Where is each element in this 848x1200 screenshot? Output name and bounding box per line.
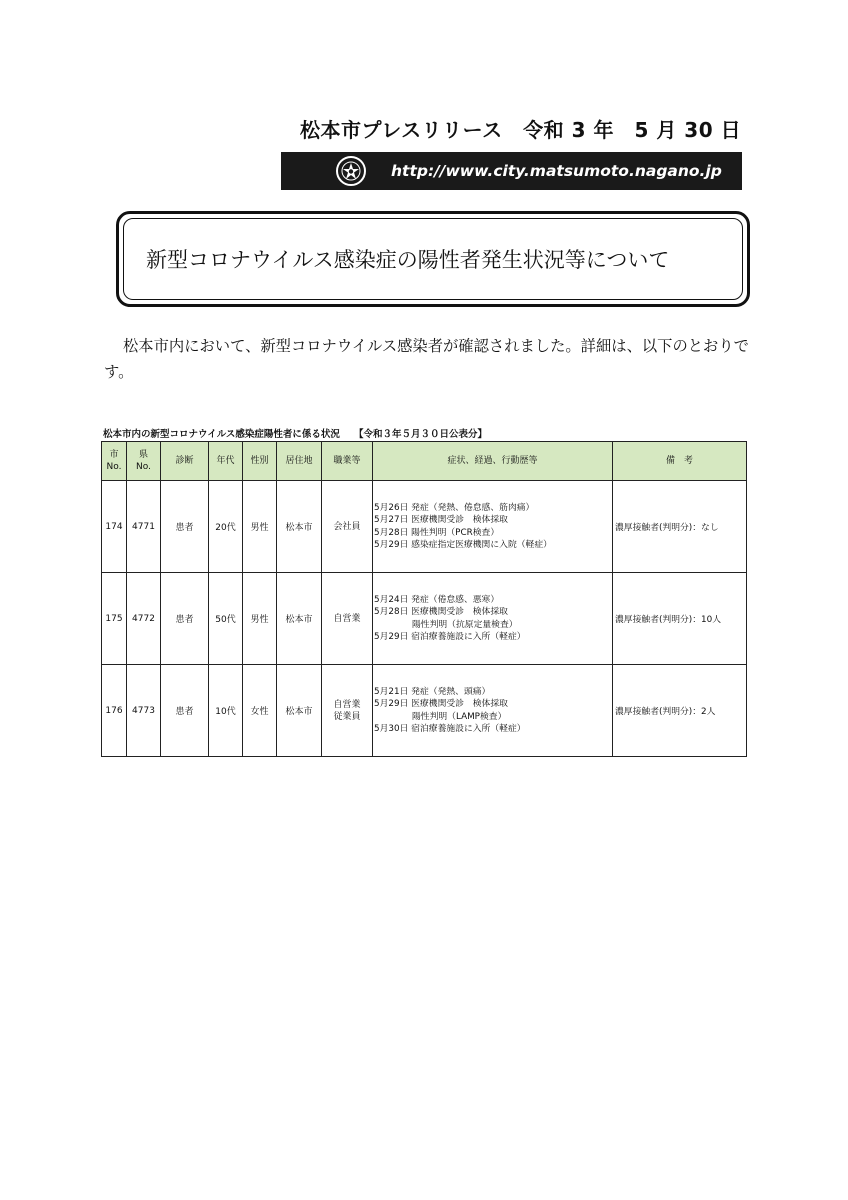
cell-diagnosis: 患者	[161, 573, 209, 665]
header-sex: 性別	[243, 442, 277, 481]
cell-notes: 濃厚接触者(判明分)：なし	[613, 481, 747, 573]
cell-age: 20代	[209, 481, 243, 573]
cell-city-no: 174	[102, 481, 127, 573]
intro-paragraph: 松本市内において、新型コロナウイルス感染者が確認されました。詳細は、以下のとおりです。	[104, 337, 749, 381]
cell-symptoms: 5月24日 発症（倦怠感、悪寒） 5月28日 医療機関受診 検体採取 陽性判明（抗原定量検査） 5月29日 宿泊療養施設に入所（軽症）	[373, 573, 613, 665]
cell-residence: 松本市	[277, 573, 322, 665]
cell-pref-no: 4773	[127, 665, 161, 757]
press-release-title: 松本市プレスリリース 令和 3 年 5 月 30 日	[300, 118, 742, 142]
header-residence: 居住地	[277, 442, 322, 481]
cell-pref-no: 4772	[127, 573, 161, 665]
cell-diagnosis: 患者	[161, 481, 209, 573]
cell-sex: 男性	[243, 481, 277, 573]
document-title: 新型コロナウイルス感染症の陽性者発生状況等について	[146, 248, 670, 272]
header-occupation: 職業等	[322, 442, 373, 481]
city-website-url: http://www.city.matsumoto.nagano.jp	[391, 162, 722, 180]
header-city-no: 市 No.	[102, 442, 127, 481]
cell-sex: 女性	[243, 665, 277, 757]
url-banner	[281, 152, 742, 190]
document-title-box	[116, 211, 750, 307]
cell-notes: 濃厚接触者(判明分)：10人	[613, 573, 747, 665]
table-row	[102, 481, 747, 573]
cell-sex: 男性	[243, 573, 277, 665]
table-row	[102, 665, 747, 757]
cell-residence: 松本市	[277, 481, 322, 573]
cell-age: 50代	[209, 573, 243, 665]
cell-notes: 濃厚接触者(判明分)：2人	[613, 665, 747, 757]
cases-table	[101, 441, 747, 757]
city-emblem-icon	[336, 156, 366, 186]
cell-city-no: 175	[102, 573, 127, 665]
header-age: 年代	[209, 442, 243, 481]
cell-residence: 松本市	[277, 665, 322, 757]
cell-occupation: 会社員	[322, 481, 373, 573]
table-header-row	[102, 442, 747, 481]
header-notes: 備 考	[613, 442, 747, 481]
table-row	[102, 573, 747, 665]
cell-symptoms: 5月26日 発症（発熱、倦怠感、筋肉痛） 5月27日 医療機関受診 検体採取 5月28日 陽性判明（PCR検査） 5月29日 感染症指定医療機関に入院（軽症）	[373, 481, 613, 573]
cell-pref-no: 4771	[127, 481, 161, 573]
table-caption	[103, 426, 703, 440]
cell-age: 10代	[209, 665, 243, 757]
cell-occupation: 自営業	[322, 573, 373, 665]
cell-city-no: 176	[102, 665, 127, 757]
cell-symptoms: 5月21日 発症（発熱、頭痛） 5月29日 医療機関受診 検体採取 陽性判明（LAMP検査） 5月30日 宿泊療養施設に入所（軽症）	[373, 665, 613, 757]
table-caption-date: 【令和３年５月３０日公表分】	[353, 429, 487, 440]
cell-occupation: 自営業 従業員	[322, 665, 373, 757]
header-pref-no: 県 No.	[127, 442, 161, 481]
header-symptoms: 症状、経過、行動歴等	[373, 442, 613, 481]
table-caption-text: 松本市内の新型コロナウイルス感染症陽性者に係る状況	[103, 429, 340, 440]
cell-diagnosis: 患者	[161, 665, 209, 757]
header-diagnosis: 診断	[161, 442, 209, 481]
